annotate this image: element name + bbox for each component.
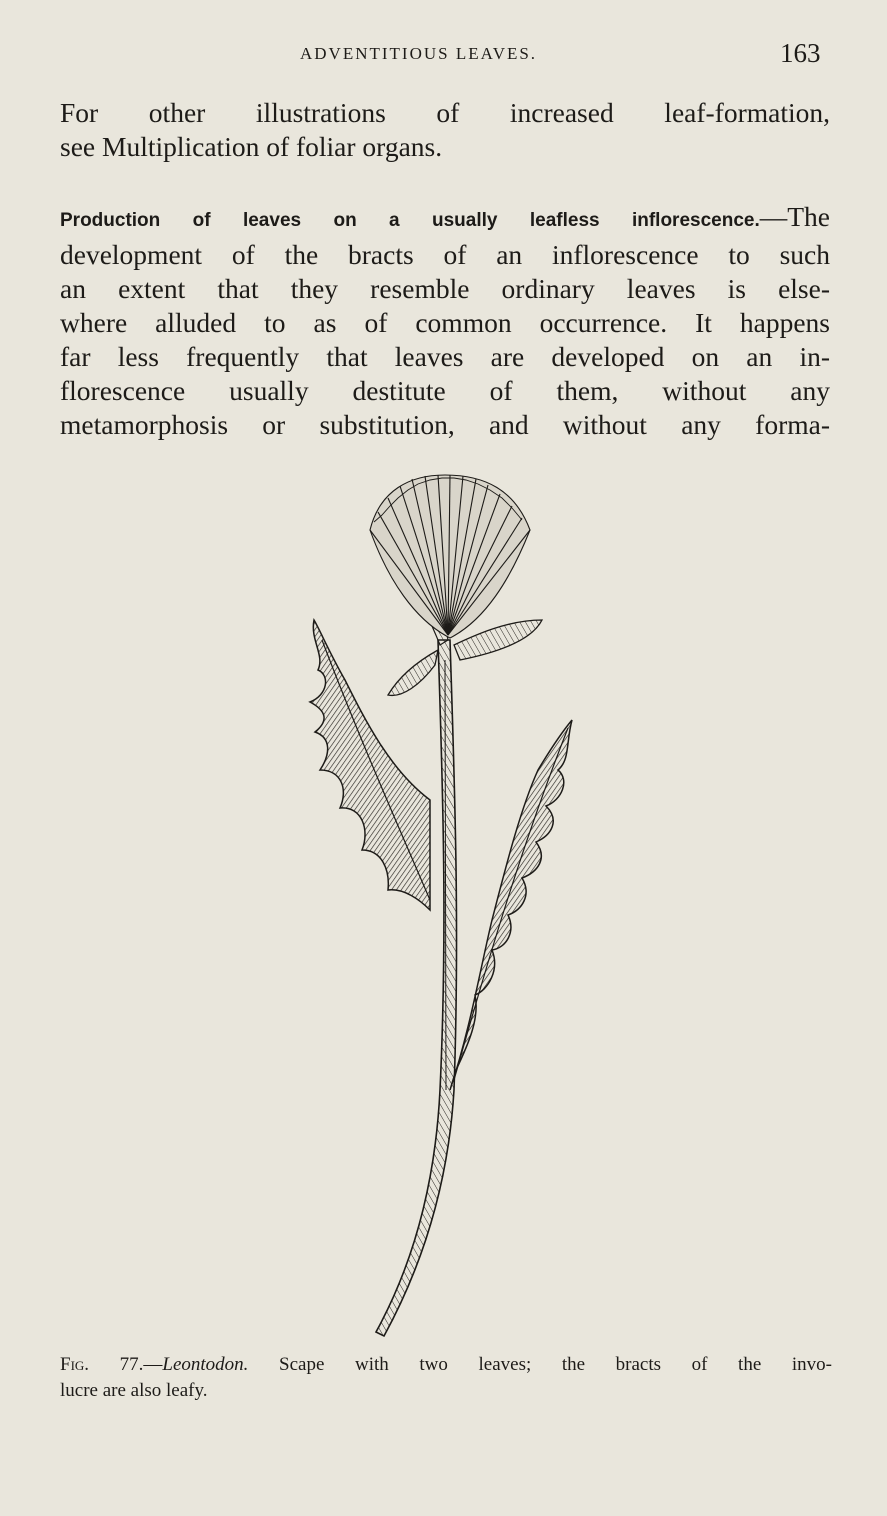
text-line: development of the bracts of an inflorescence to such bbox=[60, 239, 830, 270]
left-leaf bbox=[310, 620, 430, 910]
leontodon-illustration bbox=[270, 470, 590, 1345]
caption-line: lucre are also leafy. bbox=[60, 1380, 208, 1401]
section-heading: Production of leaves on a usually leafless inflorescence. bbox=[60, 210, 760, 231]
text-line: where alluded to as of common occurrence. It happens bbox=[60, 307, 830, 338]
figure-caption bbox=[60, 1352, 832, 1404]
paragraph-leafless-inflorescence bbox=[60, 200, 830, 442]
stem bbox=[376, 640, 457, 1336]
heading-dash: —The bbox=[759, 201, 830, 232]
paragraph-cross-reference bbox=[60, 96, 830, 164]
flower-head bbox=[370, 475, 530, 638]
text-line: For other illustrations of increased leaf-formation, bbox=[60, 97, 830, 128]
page-number: 163 bbox=[780, 38, 821, 68]
text-line: see Multiplication of foliar organs. bbox=[60, 131, 443, 162]
figure-label: Fig. 77.— bbox=[60, 1354, 163, 1375]
text-line: an extent that they resemble ordinary leaves is else- bbox=[60, 273, 830, 304]
caption-text: Scape with two leaves; the bracts of the invo- bbox=[248, 1354, 832, 1375]
right-leaf bbox=[450, 720, 572, 1090]
text-line: florescence usually destitute of them, without any bbox=[60, 375, 830, 406]
running-title: ADVENTITIOUS LEAVES. bbox=[300, 44, 538, 63]
text-line-with-heading bbox=[60, 200, 830, 238]
caption-line bbox=[60, 1352, 832, 1378]
figure-genus: Leontodon. bbox=[162, 1354, 249, 1375]
text-line: far less frequently that leaves are developed on an in- bbox=[60, 341, 830, 372]
text-line: metamorphosis or substitution, and without any forma- bbox=[60, 409, 830, 440]
bract-left bbox=[388, 650, 438, 695]
